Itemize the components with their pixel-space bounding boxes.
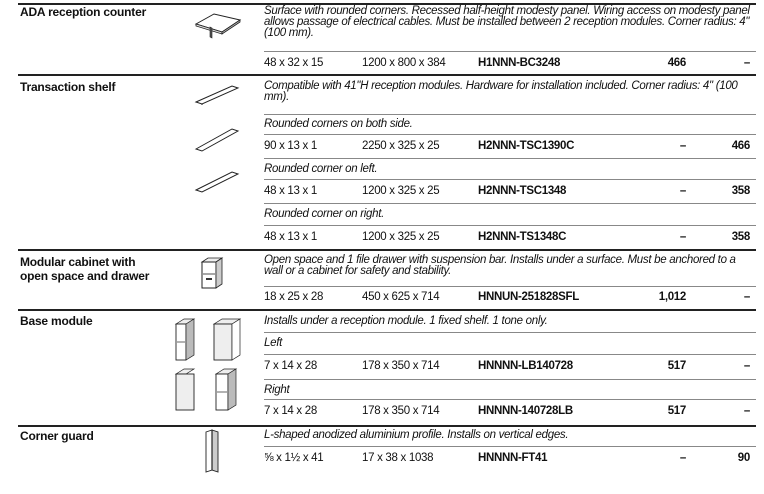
size-inches: 48 x 13 x 1	[264, 231, 317, 243]
variant-divider	[264, 286, 756, 287]
variant-divider	[264, 51, 756, 52]
drawer-cabinet-icon	[200, 256, 224, 290]
variant-label: Rounded corners on both side.	[264, 118, 413, 130]
product-code: H1NNN-BC3248	[478, 57, 561, 69]
price-col1: 517	[667, 360, 686, 372]
price-col1: –	[679, 185, 686, 197]
variant-label: Rounded corner on right.	[264, 208, 385, 220]
row-divider	[18, 309, 756, 311]
product-description: Surface with rounded corners. Recessed half-height modesty panel. Wiring access on modesty panel allows passage of electrical cables. Must be installed between 2 reception modules. Corner radius: 4" (100 mm).	[264, 5, 750, 39]
variant-divider	[264, 179, 756, 180]
shelf-board-icon	[194, 84, 240, 106]
size-inches: 48 x 32 x 15	[264, 57, 324, 69]
variant-divider	[264, 446, 756, 447]
price-col2: –	[743, 360, 750, 372]
row-divider	[18, 425, 756, 427]
product-code: HNNNN-140728LB	[478, 405, 573, 417]
product-description: Installs under a reception module. 1 fixed shelf. 1 tone only.	[264, 315, 548, 327]
product-description: L-shaped anodized aluminium profile. Installs on vertical edges.	[264, 429, 569, 441]
size-mm: 178 x 350 x 714	[362, 360, 440, 372]
price-col2: 466	[731, 140, 750, 152]
product-name: Base module	[20, 314, 93, 328]
product-name: Transaction shelf	[20, 80, 116, 94]
price-col1: –	[679, 140, 686, 152]
price-col2: 90	[737, 452, 750, 464]
corner-guard-icon	[202, 428, 222, 474]
size-mm: 17 x 38 x 1038	[362, 452, 434, 464]
base-module-icon	[172, 316, 244, 412]
price-col2: 358	[731, 185, 750, 197]
price-col2: –	[743, 405, 750, 417]
size-mm: 1200 x 800 x 384	[362, 57, 446, 69]
product-code: HNNNN-FT41	[478, 452, 548, 464]
product-description: Open space and 1 file drawer with suspension bar. Installs under a surface. Must be anchored to a wall or a cabinet for safety and stability.	[264, 254, 736, 277]
size-inches: 7 x 14 x 28	[264, 405, 317, 417]
product-code: H2NNN-TSC1390C	[478, 140, 575, 152]
size-inches: ⅝ x 1½ x 41	[264, 452, 324, 464]
product-code: HNNUN-251828SFL	[478, 291, 579, 303]
size-mm: 178 x 350 x 714	[362, 405, 440, 417]
variant-divider	[264, 354, 756, 355]
variant-label: Rounded corner on left.	[264, 163, 378, 175]
size-inches: 7 x 14 x 28	[264, 360, 317, 372]
variant-label: Left	[264, 337, 282, 349]
product-name: Modular cabinet with	[20, 255, 136, 269]
variant-divider	[264, 114, 756, 115]
variant-divider	[264, 379, 756, 380]
product-description: Compatible with 41"H reception modules. Hardware for installation included. Corner radius: 4" (100 mm).	[264, 80, 738, 103]
shelf-board-icon	[194, 127, 240, 153]
price-col1: 466	[667, 57, 686, 69]
product-name: Corner guard	[20, 429, 94, 443]
product-name-line2: open space and drawer	[20, 269, 150, 283]
size-mm: 450 x 625 x 714	[362, 291, 440, 303]
variant-label: Right	[264, 384, 290, 396]
product-code: H2NNN-TSC1348	[478, 185, 567, 197]
product-code: H2NNN-TS1348C	[478, 231, 567, 243]
size-inches: 48 x 13 x 1	[264, 185, 317, 197]
variant-divider	[264, 158, 756, 159]
price-col2: –	[743, 291, 750, 303]
variant-divider	[264, 332, 756, 333]
variant-divider	[264, 399, 756, 400]
shelf-board-icon	[194, 170, 240, 194]
size-mm: 1200 x 325 x 25	[362, 231, 440, 243]
size-inches: 18 x 25 x 28	[264, 291, 324, 303]
price-col1: –	[679, 231, 686, 243]
variant-divider	[264, 225, 756, 226]
price-col1: –	[679, 452, 686, 464]
price-col1: 1,012	[658, 291, 686, 303]
product-name: ADA reception counter	[20, 5, 147, 19]
size-mm: 1200 x 325 x 25	[362, 185, 440, 197]
row-divider	[18, 249, 756, 251]
size-inches: 90 x 13 x 1	[264, 140, 317, 152]
price-col2: 358	[731, 231, 750, 243]
variant-divider	[264, 203, 756, 204]
price-col2: –	[743, 57, 750, 69]
variant-divider	[264, 134, 756, 135]
price-col1: 517	[667, 405, 686, 417]
counter-surface-icon	[194, 10, 242, 40]
product-code: HNNNN-LB140728	[478, 360, 573, 372]
size-mm: 2250 x 325 x 25	[362, 140, 440, 152]
row-divider	[18, 74, 756, 76]
